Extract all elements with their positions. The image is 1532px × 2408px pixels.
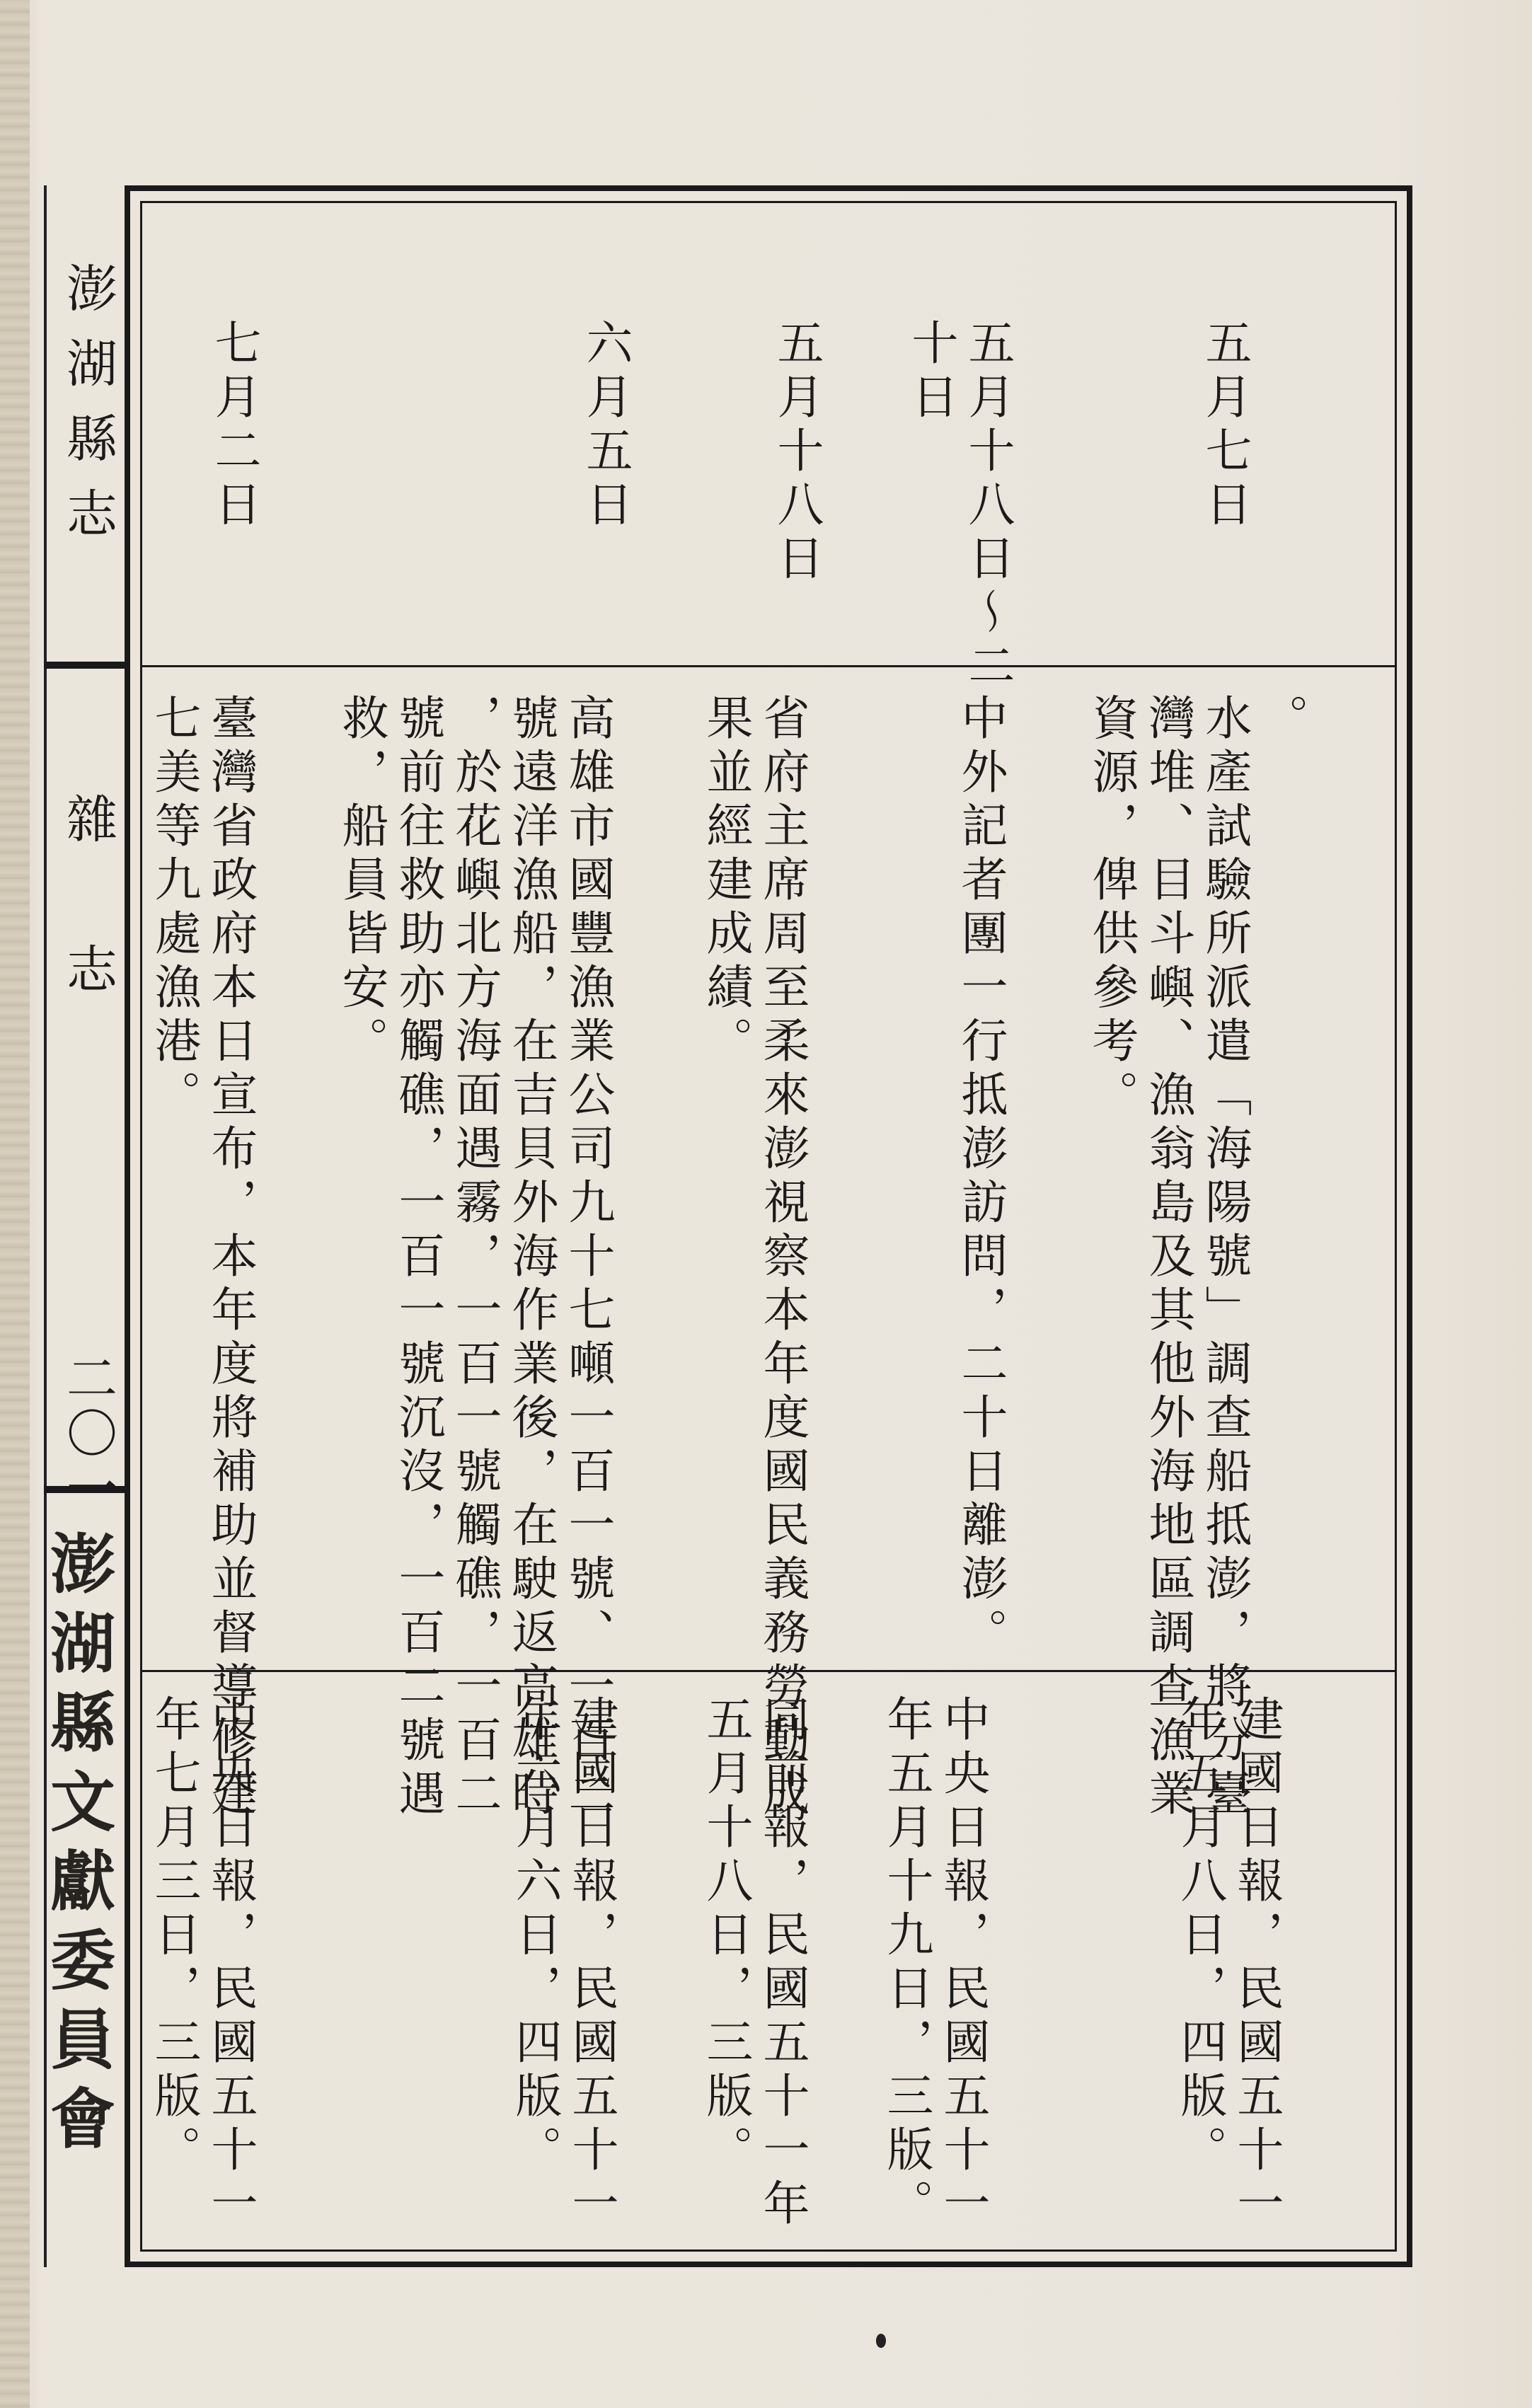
date-event-divider	[140, 665, 1397, 667]
book-title: 澎湖縣志	[58, 262, 117, 562]
entry-source: 中央日報，民國五十一 年七月三日，三版。	[146, 1695, 258, 2233]
entry-date: 五月七日	[1197, 318, 1252, 534]
entry-source: 中央日報，民國五十一 年五月十九日，三版。	[879, 1695, 990, 2233]
entry-date: 五月十八日～二 十日	[904, 318, 1015, 695]
spine-divider-bottom	[44, 1486, 125, 1493]
entry-date: 五月十八日	[769, 318, 824, 587]
entry-event: 中外記者團一行抵澎訪問，二十日離澎。	[953, 693, 1008, 1661]
entry-source: 同前報，民國五十一年 五月十八日，三版。	[698, 1695, 810, 2233]
entry-source: 建國日報，民國五十一 年六月六日，四版。	[507, 1695, 618, 2233]
entry-date: 七月二日	[207, 318, 261, 534]
entry-event: 高雄市國豐漁業公司九十七噸一百一號、一百二 號遠洋漁船，在吉貝外海作業後，在駛返高雄時 ，於花嶼北方海面遇霧，一百一號觸礁，一百二 號前往救助亦觸礁，一百一號沉沒，一百二號遇 救，船員皆安。	[334, 693, 615, 1823]
entry-source: 建國日報，民國五十一 年五月八日，四版。	[1173, 1695, 1284, 2233]
entry-event: 省府主席周至柔來澎視察本年度國民義務勞動成 果並經建成績。	[698, 693, 810, 1823]
page-number: 二〇一	[58, 1352, 117, 1517]
publisher-name: 澎湖縣文獻委員會	[40, 1530, 116, 2164]
spine-divider-top	[44, 662, 125, 669]
section-title: 雜 志	[58, 793, 117, 1018]
book-binding	[0, 0, 30, 2408]
entry-event: 。 水產試驗所派遣「海陽號」調查船抵澎，將分臺 灣堆、目斗嶼、漁翁島及其他外海地區調查漁業 資源，俾供參考。	[1084, 693, 1308, 1823]
ink-mark	[876, 2334, 886, 2348]
entry-date: 六月五日	[578, 318, 633, 534]
entry-event: 臺灣省政府本日宣布，本年度將補助並督導修建 七美等九處漁港。	[146, 693, 258, 1823]
